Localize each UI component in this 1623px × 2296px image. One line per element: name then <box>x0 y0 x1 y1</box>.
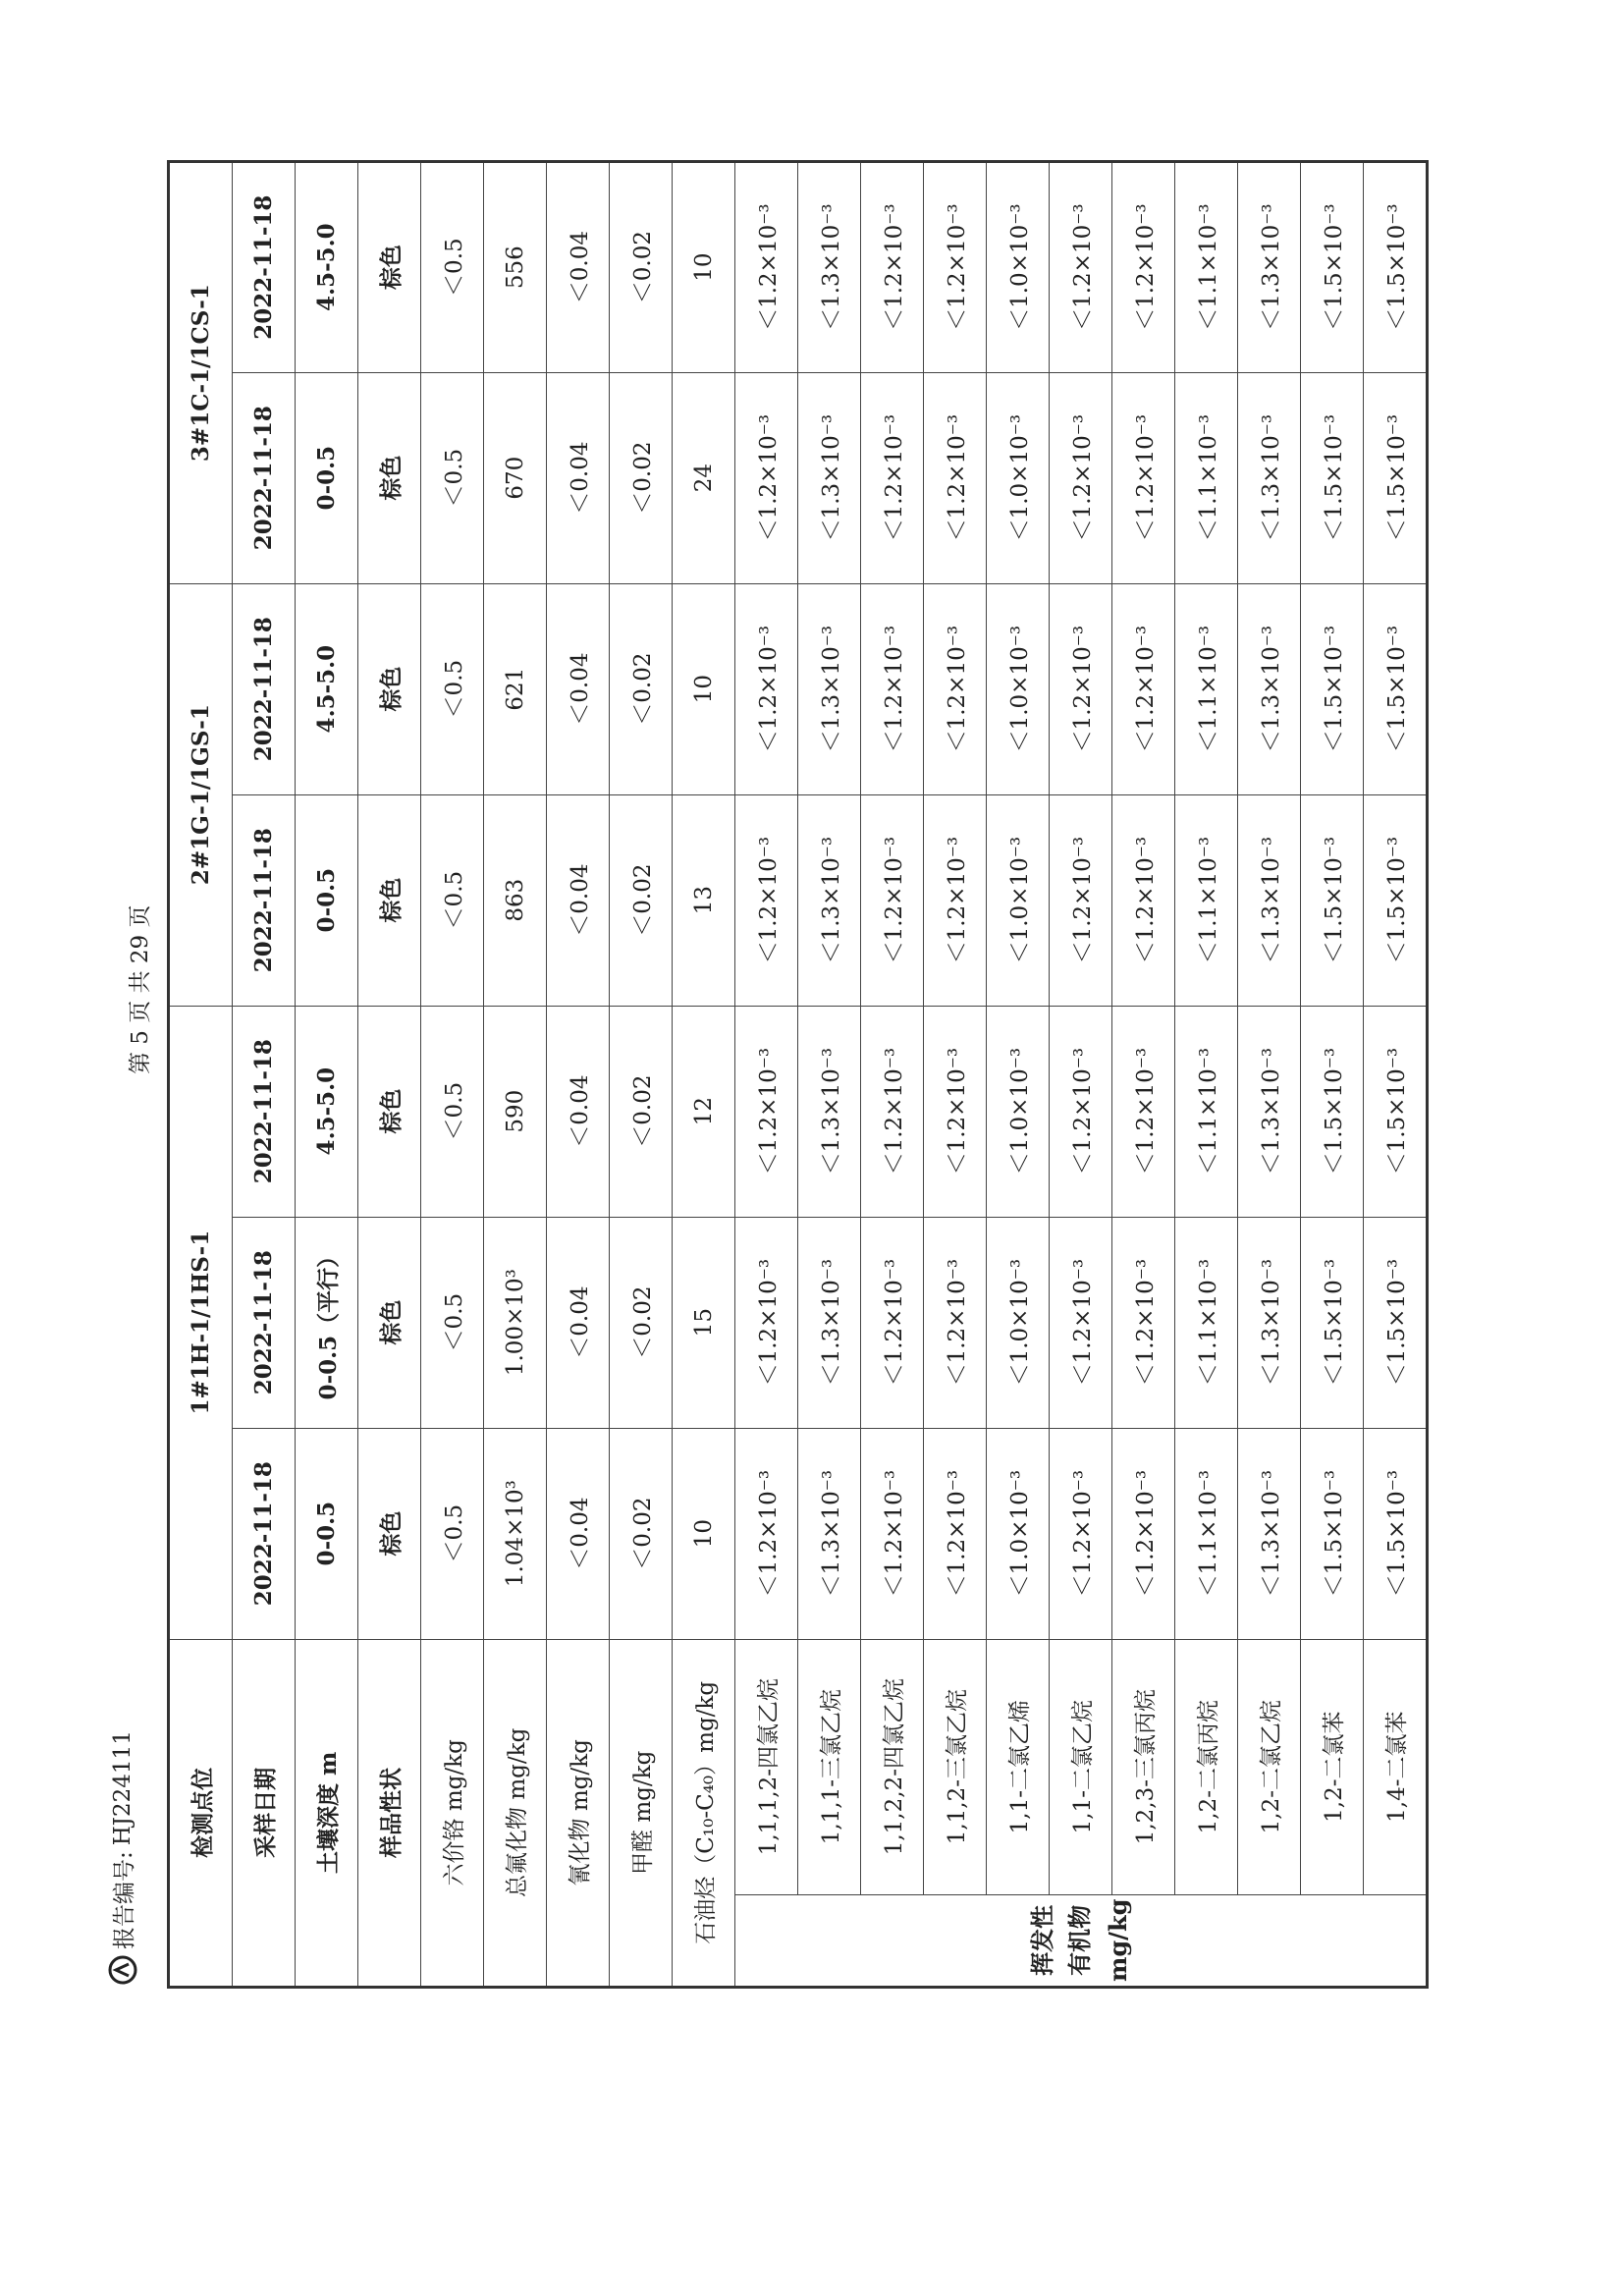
value-cell: ＜0.02 <box>610 1006 673 1217</box>
value-cell: ＜1.2×10⁻³ <box>861 1428 924 1639</box>
value-cell: ＜0.02 <box>610 161 673 372</box>
value-cell: ＜1.0×10⁻³ <box>987 161 1050 372</box>
value-cell: ＜1.2×10⁻³ <box>735 161 798 372</box>
value-cell: ＜1.3×10⁻³ <box>1238 372 1301 583</box>
nature-cell: 棕色 <box>358 1217 421 1428</box>
value-cell: ＜1.2×10⁻³ <box>1050 1217 1112 1428</box>
table-row <box>1238 161 1301 1987</box>
date-cell: 2022-11-18 <box>233 161 296 372</box>
nature-cell: 棕色 <box>358 1006 421 1217</box>
value-cell: ＜1.2×10⁻³ <box>735 1217 798 1428</box>
nature-cell: 棕色 <box>358 583 421 794</box>
value-cell: ＜0.02 <box>610 794 673 1006</box>
table-row <box>358 161 421 1987</box>
value-cell: ＜0.5 <box>421 1428 484 1639</box>
value-cell: ＜0.04 <box>547 372 610 583</box>
value-cell: ＜0.04 <box>547 1006 610 1217</box>
value-cell: ＜0.5 <box>421 161 484 372</box>
value-cell: ＜1.3×10⁻³ <box>798 372 861 583</box>
table-row <box>673 161 735 1987</box>
value-cell: ＜1.5×10⁻³ <box>1301 1217 1364 1428</box>
value-cell: ＜1.5×10⁻³ <box>1364 1428 1428 1639</box>
report-number <box>106 1730 138 1985</box>
row-label-point: 检测点位 <box>169 1639 233 1987</box>
row-label-analyte: 总氟化物 mg/kg <box>484 1639 547 1987</box>
value-cell: ＜1.0×10⁻³ <box>987 372 1050 583</box>
value-cell: 15 <box>673 1217 735 1428</box>
value-cell: ＜1.0×10⁻³ <box>987 1428 1050 1639</box>
depth-cell: 0-0.5 <box>296 1428 358 1639</box>
table-row <box>169 161 233 1987</box>
value-cell: ＜1.1×10⁻³ <box>1175 794 1238 1006</box>
value-cell: ＜1.2×10⁻³ <box>1050 583 1112 794</box>
value-cell: ＜1.1×10⁻³ <box>1175 1428 1238 1639</box>
row-label-voc: 1,2,3-三氯丙烷 <box>1112 1639 1175 1894</box>
value-cell: ＜0.5 <box>421 1217 484 1428</box>
value-cell: ＜1.2×10⁻³ <box>735 794 798 1006</box>
value-cell: 590 <box>484 1006 547 1217</box>
nature-cell: 棕色 <box>358 161 421 372</box>
row-label-voc: 1,1,1,2-四氯乙烷 <box>735 1639 798 1894</box>
row-label-voc: 1,1-二氯乙烯 <box>987 1639 1050 1894</box>
value-cell: ＜1.5×10⁻³ <box>1301 372 1364 583</box>
value-cell: ＜1.3×10⁻³ <box>1238 1217 1301 1428</box>
value-cell: ＜1.2×10⁻³ <box>1112 1428 1175 1639</box>
value-cell: ＜1.2×10⁻³ <box>735 583 798 794</box>
value-cell: ＜0.02 <box>610 372 673 583</box>
value-cell: ＜0.5 <box>421 794 484 1006</box>
value-cell: ＜1.0×10⁻³ <box>987 794 1050 1006</box>
value-cell: ＜1.2×10⁻³ <box>924 794 987 1006</box>
table-row <box>1112 161 1175 1987</box>
value-cell: ＜0.5 <box>421 372 484 583</box>
table-row <box>233 161 296 1987</box>
row-label-analyte: 氰化物 mg/kg <box>547 1639 610 1987</box>
value-cell: ＜1.5×10⁻³ <box>1364 583 1428 794</box>
depth-cell: 4.5-5.0 <box>296 1006 358 1217</box>
value-cell: ＜1.2×10⁻³ <box>1112 794 1175 1006</box>
value-cell: 863 <box>484 794 547 1006</box>
value-cell: ＜1.2×10⁻³ <box>1050 1428 1112 1639</box>
depth-cell: 4.5-5.0 <box>296 583 358 794</box>
value-cell: 12 <box>673 1006 735 1217</box>
value-cell: ＜1.3×10⁻³ <box>798 161 861 372</box>
date-cell: 2022-11-18 <box>233 1006 296 1217</box>
value-cell: ＜0.04 <box>547 794 610 1006</box>
value-cell: ＜1.5×10⁻³ <box>1364 1217 1428 1428</box>
value-cell: ＜1.3×10⁻³ <box>1238 583 1301 794</box>
row-label-analyte: 石油烃（C₁₀-C₄₀）mg/kg <box>673 1639 735 1987</box>
value-cell: ＜1.2×10⁻³ <box>924 1428 987 1639</box>
value-cell: ＜0.5 <box>421 583 484 794</box>
value-cell: ＜0.04 <box>547 1428 610 1639</box>
value-cell: ＜1.1×10⁻³ <box>1175 583 1238 794</box>
value-cell: ＜0.04 <box>547 1217 610 1428</box>
value-cell: 24 <box>673 372 735 583</box>
value-cell: ＜1.2×10⁻³ <box>1050 1006 1112 1217</box>
value-cell: ＜1.2×10⁻³ <box>861 583 924 794</box>
value-cell: ＜1.0×10⁻³ <box>987 1006 1050 1217</box>
value-cell: 621 <box>484 583 547 794</box>
report-number-label: 报告编号: <box>112 1851 137 1949</box>
value-cell: ＜1.2×10⁻³ <box>735 1006 798 1217</box>
table-row <box>1301 161 1364 1987</box>
results-table-body <box>169 161 1428 1987</box>
value-cell: ＜0.04 <box>547 583 610 794</box>
value-cell: ＜1.3×10⁻³ <box>798 1217 861 1428</box>
value-cell: ＜1.2×10⁻³ <box>1050 161 1112 372</box>
value-cell: ＜1.2×10⁻³ <box>924 1006 987 1217</box>
results-table <box>167 160 1429 1989</box>
page-indicator: 第 5 页 共 29 页 <box>128 904 153 1074</box>
value-cell: ＜1.2×10⁻³ <box>735 1428 798 1639</box>
depth-cell: 0-0.5 <box>296 794 358 1006</box>
table-row <box>861 161 924 1987</box>
table-row <box>547 161 610 1987</box>
date-cell: 2022-11-18 <box>233 372 296 583</box>
value-cell: ＜1.1×10⁻³ <box>1175 1006 1238 1217</box>
value-cell: ＜1.2×10⁻³ <box>861 794 924 1006</box>
value-cell: ＜1.5×10⁻³ <box>1301 583 1364 794</box>
row-label-voc: 1,1,2-三氯乙烷 <box>924 1639 987 1894</box>
table-row <box>735 161 798 1987</box>
value-cell: 10 <box>673 583 735 794</box>
value-cell: 670 <box>484 372 547 583</box>
value-cell: 1.00×10³ <box>484 1217 547 1428</box>
value-cell: ＜1.2×10⁻³ <box>1112 372 1175 583</box>
point-header: 2#1G-1/1GS-1 <box>169 583 233 1006</box>
value-cell: ＜1.2×10⁻³ <box>924 1217 987 1428</box>
value-cell: ＜1.2×10⁻³ <box>1050 372 1112 583</box>
value-cell: ＜1.2×10⁻³ <box>861 372 924 583</box>
value-cell: ＜1.3×10⁻³ <box>798 1428 861 1639</box>
value-cell: 10 <box>673 161 735 372</box>
value-cell: ＜1.2×10⁻³ <box>861 161 924 372</box>
row-label-voc: 1,4-二氯苯 <box>1364 1639 1428 1894</box>
row-label-voc: 1,1,2,2-四氯乙烷 <box>861 1639 924 1894</box>
value-cell: ＜0.02 <box>610 1217 673 1428</box>
nature-cell: 棕色 <box>358 1428 421 1639</box>
value-cell: 13 <box>673 794 735 1006</box>
value-cell: ＜1.1×10⁻³ <box>1175 161 1238 372</box>
value-cell: ＜1.5×10⁻³ <box>1301 1006 1364 1217</box>
value-cell: ＜1.1×10⁻³ <box>1175 372 1238 583</box>
table-row <box>484 161 547 1987</box>
value-cell: ＜1.2×10⁻³ <box>1112 1217 1175 1428</box>
value-cell: ＜1.5×10⁻³ <box>1301 161 1364 372</box>
table-row <box>421 161 484 1987</box>
value-cell: ＜1.2×10⁻³ <box>1112 161 1175 372</box>
table-row <box>610 161 673 1987</box>
row-label-voc: 1,2-二氯乙烷 <box>1238 1639 1301 1894</box>
depth-cell: 0-0.5（平行） <box>296 1217 358 1428</box>
row-label-nature: 样品性状 <box>358 1639 421 1987</box>
point-header: 3#1C-1/1CS-1 <box>169 161 233 583</box>
date-cell: 2022-11-18 <box>233 1428 296 1639</box>
report-number-value: HJ224111 <box>109 1730 135 1846</box>
date-cell: 2022-11-18 <box>233 1217 296 1428</box>
row-label-voc: 1,1-二氯乙烷 <box>1050 1639 1112 1894</box>
value-cell: ＜0.5 <box>421 1006 484 1217</box>
value-cell: ＜1.3×10⁻³ <box>1238 1428 1301 1639</box>
value-cell: 556 <box>484 161 547 372</box>
row-label-depth: 土壤深度 m <box>296 1639 358 1987</box>
table-row <box>1050 161 1112 1987</box>
value-cell: ＜0.04 <box>547 161 610 372</box>
value-cell: 1.04×10³ <box>484 1428 547 1639</box>
row-label-voc: 1,2-二氯苯 <box>1301 1639 1364 1894</box>
value-cell: ＜1.2×10⁻³ <box>1050 794 1112 1006</box>
value-cell: ＜1.3×10⁻³ <box>1238 794 1301 1006</box>
value-cell: ＜0.02 <box>610 1428 673 1639</box>
value-cell: 10 <box>673 1428 735 1639</box>
table-row <box>1364 161 1428 1987</box>
date-cell: 2022-11-18 <box>233 583 296 794</box>
nature-cell: 棕色 <box>358 372 421 583</box>
value-cell: ＜1.5×10⁻³ <box>1364 372 1428 583</box>
value-cell: ＜1.3×10⁻³ <box>798 583 861 794</box>
value-cell: ＜1.5×10⁻³ <box>1364 161 1428 372</box>
nature-cell: 棕色 <box>358 794 421 1006</box>
value-cell: ＜1.2×10⁻³ <box>861 1217 924 1428</box>
value-cell: ＜0.02 <box>610 583 673 794</box>
company-logo-icon <box>108 1955 137 1985</box>
voc-group-label: 挥发性有机物 mg/kg <box>735 1894 1428 1987</box>
value-cell: ＜1.2×10⁻³ <box>1112 1006 1175 1217</box>
value-cell: ＜1.5×10⁻³ <box>1364 794 1428 1006</box>
value-cell: ＜1.2×10⁻³ <box>1112 583 1175 794</box>
value-cell: ＜1.3×10⁻³ <box>798 794 861 1006</box>
value-cell: ＜1.3×10⁻³ <box>1238 161 1301 372</box>
row-label-voc: 1,2-二氯丙烷 <box>1175 1639 1238 1894</box>
value-cell: ＜1.0×10⁻³ <box>987 1217 1050 1428</box>
value-cell: ＜1.2×10⁻³ <box>735 372 798 583</box>
row-label-date: 采样日期 <box>233 1639 296 1987</box>
table-row <box>296 161 358 1987</box>
value-cell: ＜1.1×10⁻³ <box>1175 1217 1238 1428</box>
table-row <box>987 161 1050 1987</box>
date-cell: 2022-11-18 <box>233 794 296 1006</box>
value-cell: ＜1.5×10⁻³ <box>1301 1428 1364 1639</box>
value-cell: ＜1.0×10⁻³ <box>987 583 1050 794</box>
point-header: 1#1H-1/1HS-1 <box>169 1006 233 1639</box>
value-cell: ＜1.5×10⁻³ <box>1364 1006 1428 1217</box>
table-row <box>924 161 987 1987</box>
row-label-analyte: 六价铬 mg/kg <box>421 1639 484 1987</box>
row-label-voc: 1,1,1-三氯乙烷 <box>798 1639 861 1894</box>
table-row <box>1175 161 1238 1987</box>
value-cell: ＜1.3×10⁻³ <box>1238 1006 1301 1217</box>
value-cell: ＜1.3×10⁻³ <box>798 1006 861 1217</box>
table-row <box>798 161 861 1987</box>
row-label-analyte: 甲醛 mg/kg <box>610 1639 673 1987</box>
value-cell: ＜1.5×10⁻³ <box>1301 794 1364 1006</box>
value-cell: ＜1.2×10⁻³ <box>924 372 987 583</box>
depth-cell: 0-0.5 <box>296 372 358 583</box>
value-cell: ＜1.2×10⁻³ <box>924 583 987 794</box>
value-cell: ＜1.2×10⁻³ <box>861 1006 924 1217</box>
value-cell: ＜1.2×10⁻³ <box>924 161 987 372</box>
depth-cell: 4.5-5.0 <box>296 161 358 372</box>
